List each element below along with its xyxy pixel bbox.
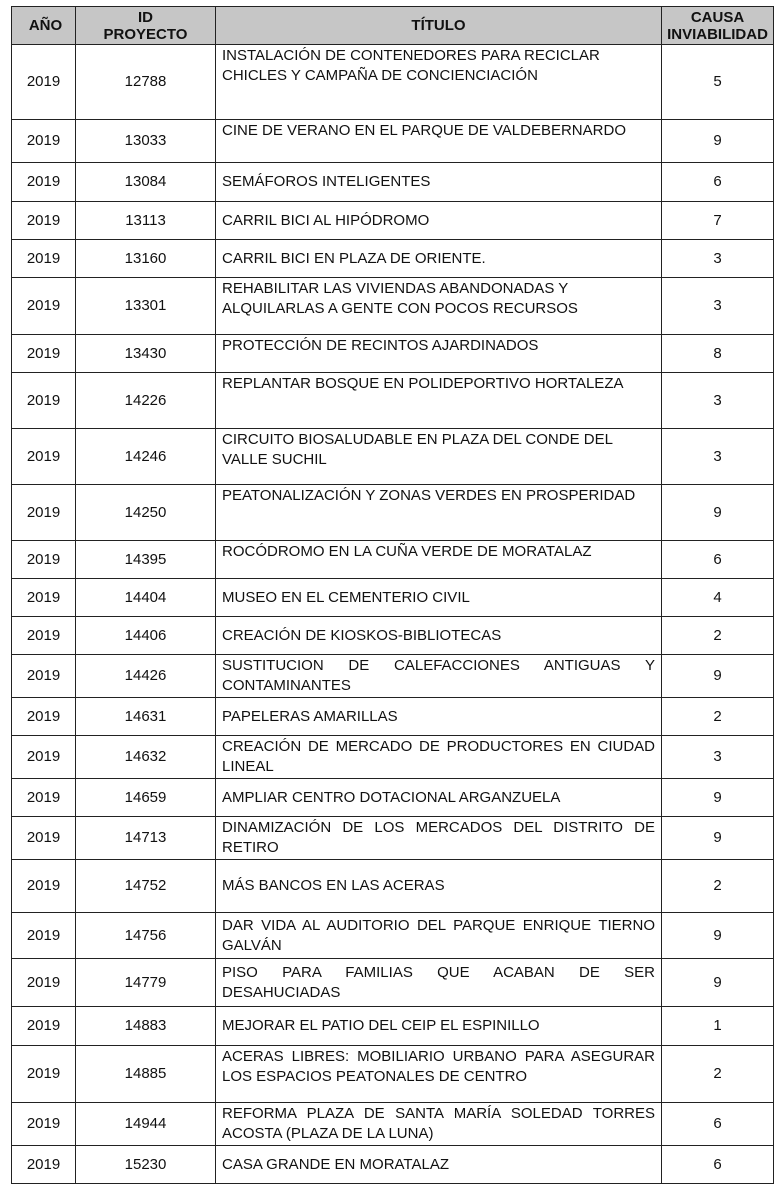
cell-cause: 7 [662, 202, 774, 240]
cell-title: REHABILITAR LAS VIVIENDAS ABANDONADAS Y ALQUILARLAS A GENTE CON POCOS RECURSOS [216, 278, 662, 335]
table-row [12, 541, 774, 579]
cell-year: 2019 [12, 860, 76, 913]
cell-id: 14631 [76, 698, 216, 736]
cell-cause: 9 [662, 485, 774, 541]
header-id-line1: ID [138, 8, 153, 26]
cell-cause: 3 [662, 373, 774, 429]
cell-id: 14426 [76, 655, 216, 698]
cell-cause: 3 [662, 240, 774, 278]
cell-cause: 3 [662, 278, 774, 335]
cell-year: 2019 [12, 655, 76, 698]
table-row [12, 1103, 774, 1146]
cell-id: 13430 [76, 335, 216, 373]
cell-id: 13301 [76, 278, 216, 335]
cell-id: 13033 [76, 120, 216, 163]
cell-title: ACERAS LIBRES: MOBILIARIO URBANO PARA ASEGURAR LOS ESPACIOS PEATONALES DE CENTRO [216, 1046, 662, 1103]
cell-id: 14404 [76, 579, 216, 617]
cell-id: 14713 [76, 817, 216, 860]
cell-cause: 2 [662, 860, 774, 913]
header-title: TÍTULO [216, 7, 662, 45]
cell-title: AMPLIAR CENTRO DOTACIONAL ARGANZUELA [216, 779, 662, 817]
table-row [12, 45, 774, 120]
cell-id: 14779 [76, 959, 216, 1007]
header-year: AÑO [12, 7, 76, 45]
cell-title: MÁS BANCOS EN LAS ACERAS [216, 860, 662, 913]
cell-year: 2019 [12, 541, 76, 579]
header-cause-line2: INVIABILIDAD [667, 25, 768, 43]
table-row [12, 202, 774, 240]
cell-id: 14226 [76, 373, 216, 429]
cell-title: CIRCUITO BIOSALUDABLE EN PLAZA DEL CONDE DEL VALLE SUCHIL [216, 429, 662, 485]
cell-id: 14885 [76, 1046, 216, 1103]
cell-title: PEATONALIZACIÓN Y ZONAS VERDES EN PROSPERIDAD [216, 485, 662, 541]
cell-id: 13084 [76, 163, 216, 202]
cell-title: CINE DE VERANO EN EL PARQUE DE VALDEBERNARDO [216, 120, 662, 163]
cell-title: PAPELERAS AMARILLAS [216, 698, 662, 736]
cell-id: 14250 [76, 485, 216, 541]
header-id [76, 7, 216, 45]
table-row [12, 817, 774, 860]
cell-cause: 9 [662, 120, 774, 163]
table-row [12, 959, 774, 1007]
cell-year: 2019 [12, 429, 76, 485]
cell-id: 14752 [76, 860, 216, 913]
cell-cause: 3 [662, 736, 774, 779]
cell-cause: 2 [662, 1046, 774, 1103]
cell-id: 13160 [76, 240, 216, 278]
cell-year: 2019 [12, 959, 76, 1007]
cell-year: 2019 [12, 1007, 76, 1046]
cell-cause: 2 [662, 698, 774, 736]
table-row [12, 736, 774, 779]
cell-year: 2019 [12, 736, 76, 779]
cell-year: 2019 [12, 579, 76, 617]
table-row [12, 429, 774, 485]
cell-year: 2019 [12, 335, 76, 373]
cell-cause: 9 [662, 779, 774, 817]
cell-title: REFORMA PLAZA DE SANTA MARÍA SOLEDAD TORRES ACOSTA (PLAZA DE LA LUNA) [216, 1103, 662, 1146]
cell-year: 2019 [12, 1103, 76, 1146]
cell-cause: 9 [662, 655, 774, 698]
cell-cause: 9 [662, 913, 774, 959]
cell-cause: 1 [662, 1007, 774, 1046]
header-cause-line1: CAUSA [690, 8, 745, 26]
table-row [12, 1007, 774, 1046]
cell-title: PISO PARA FAMILIAS QUE ACABAN DE SER DESAHUCIADAS [216, 959, 662, 1007]
header-cause [662, 7, 774, 45]
header-id-line2: PROYECTO [103, 25, 188, 43]
header-row [12, 7, 774, 45]
table-row [12, 698, 774, 736]
table-row [12, 1046, 774, 1103]
cell-year: 2019 [12, 817, 76, 860]
cell-id: 12788 [76, 45, 216, 120]
projects-table [11, 6, 774, 1184]
cell-year: 2019 [12, 202, 76, 240]
cell-cause: 6 [662, 1103, 774, 1146]
cell-year: 2019 [12, 120, 76, 163]
cell-title: PROTECCIÓN DE RECINTOS AJARDINADOS [216, 335, 662, 373]
cell-title: REPLANTAR BOSQUE EN POLIDEPORTIVO HORTALEZA [216, 373, 662, 429]
cell-id: 13113 [76, 202, 216, 240]
cell-cause: 6 [662, 541, 774, 579]
cell-cause: 8 [662, 335, 774, 373]
cell-cause: 9 [662, 959, 774, 1007]
cell-cause: 6 [662, 1146, 774, 1184]
table-row [12, 1146, 774, 1184]
cell-id: 14756 [76, 913, 216, 959]
cell-title: MUSEO EN EL CEMENTERIO CIVIL [216, 579, 662, 617]
cell-cause: 9 [662, 817, 774, 860]
cell-cause: 5 [662, 45, 774, 120]
cell-title: SEMÁFOROS INTELIGENTES [216, 163, 662, 202]
cell-id: 14246 [76, 429, 216, 485]
cell-title: CARRIL BICI AL HIPÓDROMO [216, 202, 662, 240]
table-row [12, 335, 774, 373]
cell-title: DAR VIDA AL AUDITORIO DEL PARQUE ENRIQUE TIERNO GALVÁN [216, 913, 662, 959]
cell-cause: 3 [662, 429, 774, 485]
table-row [12, 913, 774, 959]
table-row [12, 485, 774, 541]
cell-title: SUSTITUCION DE CALEFACCIONES ANTIGUAS Y CONTAMINANTES [216, 655, 662, 698]
cell-year: 2019 [12, 278, 76, 335]
cell-year: 2019 [12, 1046, 76, 1103]
cell-year: 2019 [12, 1146, 76, 1184]
table-row [12, 278, 774, 335]
cell-id: 14632 [76, 736, 216, 779]
cell-year: 2019 [12, 45, 76, 120]
cell-title: ROCÓDROMO EN LA CUÑA VERDE DE MORATALAZ [216, 541, 662, 579]
cell-title: MEJORAR EL PATIO DEL CEIP EL ESPINILLO [216, 1007, 662, 1046]
cell-title: CREACIÓN DE KIOSKOS-BIBLIOTECAS [216, 617, 662, 655]
cell-title: INSTALACIÓN DE CONTENEDORES PARA RECICLAR CHICLES Y CAMPAÑA DE CONCIENCIACIÓN [216, 45, 662, 120]
cell-cause: 2 [662, 617, 774, 655]
cell-cause: 4 [662, 579, 774, 617]
cell-id: 14659 [76, 779, 216, 817]
cell-id: 14395 [76, 541, 216, 579]
table-row [12, 120, 774, 163]
cell-id: 14883 [76, 1007, 216, 1046]
table-row [12, 779, 774, 817]
cell-cause: 6 [662, 163, 774, 202]
cell-title: CASA GRANDE EN MORATALAZ [216, 1146, 662, 1184]
cell-id: 14944 [76, 1103, 216, 1146]
table-row [12, 617, 774, 655]
cell-id: 15230 [76, 1146, 216, 1184]
cell-year: 2019 [12, 913, 76, 959]
cell-title: CARRIL BICI EN PLAZA DE ORIENTE. [216, 240, 662, 278]
table-row [12, 860, 774, 913]
table-row [12, 240, 774, 278]
cell-year: 2019 [12, 698, 76, 736]
table-row [12, 579, 774, 617]
cell-year: 2019 [12, 617, 76, 655]
cell-year: 2019 [12, 779, 76, 817]
cell-year: 2019 [12, 373, 76, 429]
cell-title: CREACIÓN DE MERCADO DE PRODUCTORES EN CIUDAD LINEAL [216, 736, 662, 779]
table-row [12, 163, 774, 202]
cell-title: DINAMIZACIÓN DE LOS MERCADOS DEL DISTRITO DE RETIRO [216, 817, 662, 860]
cell-year: 2019 [12, 485, 76, 541]
cell-year: 2019 [12, 240, 76, 278]
cell-id: 14406 [76, 617, 216, 655]
table-row [12, 373, 774, 429]
table-row [12, 655, 774, 698]
cell-year: 2019 [12, 163, 76, 202]
